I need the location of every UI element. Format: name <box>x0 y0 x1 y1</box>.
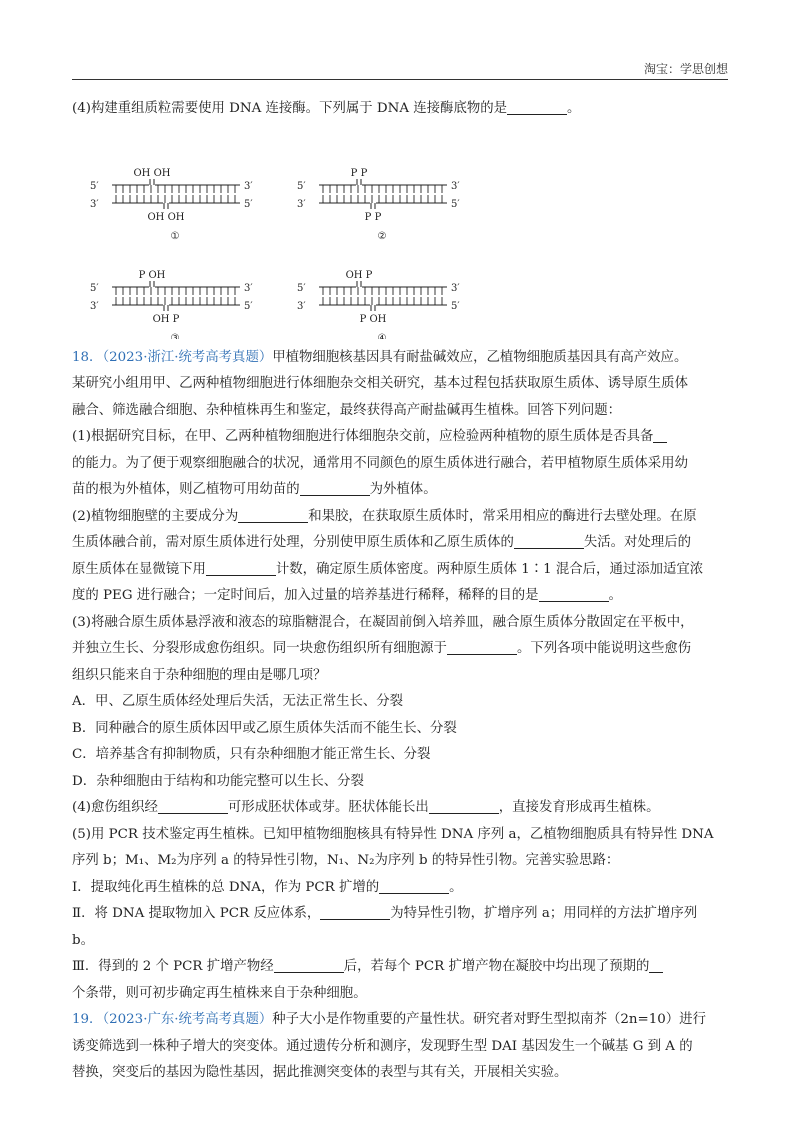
text-line: Ⅲ．得到的 2 个 PCR 扩增产物经 后，若每个 PCR 扩增产物在凝胶中均出现了预期的 <box>72 954 728 981</box>
text-line: 原生质体在显微镜下用 计数，确定原生质体密度。两种原生质体 1∶1 混合后，通过添加适宜浓 <box>72 557 728 584</box>
question-source: （2023·广东·统考高考真题） <box>102 1012 273 1027</box>
text-line: 个条带，则可初步确定再生植株来自于杂种细胞。 <box>72 985 367 1001</box>
text-line: Ⅰ．提取纯化再生植株的总 DNA，作为 PCR 扩增的 。 <box>72 875 728 902</box>
answer-blank[interactable] <box>447 637 517 655</box>
text-line: 某研究小组用甲、乙两种植物细胞进行体细胞杂交相关研究，基本过程包括获取原生质体、诱导原生质体 <box>72 376 688 391</box>
text-line: 替换，突变后的基因为隐性基因，据此推测突变体的表型与其有关，开展相关实验。 <box>72 1065 568 1080</box>
answer-blank[interactable] <box>514 531 584 549</box>
dna-end-label: 3′ <box>90 300 99 312</box>
dna-diagrams <box>72 133 492 339</box>
answer-blank[interactable] <box>300 478 370 496</box>
figure-number: ③ <box>170 332 180 339</box>
dna-end-label: 5′ <box>244 198 253 210</box>
answer-blank[interactable] <box>206 558 276 576</box>
dna-end-label: 5′ <box>90 180 99 192</box>
text-line: (1)根据研究目标，在甲、乙两种植物细胞进行体细胞杂交前，应检验两种植物的原生质体是否具备 <box>72 424 728 451</box>
answer-blank[interactable] <box>429 796 499 814</box>
text-line: 苗的根为外植体，则乙植物可用幼苗的 为外植体。 <box>72 477 728 504</box>
answer-blank[interactable] <box>238 505 308 523</box>
text-line: 诱变筛选到一株种子增大的突变体。通过遗传分析和测序，发现野生型 DAI 基因发生一个碱基 G 到 A 的 <box>72 1038 693 1054</box>
nick-group-label: OH OH <box>133 167 171 179</box>
answer-blank[interactable] <box>507 97 567 115</box>
text-line: 度的 PEG 进行融合；一定时间后，加入过量的培养基进行稀释，稀释的目的是 。 <box>72 583 728 610</box>
text-line: Ⅱ．将 DNA 提取物加入 PCR 反应体系， 为特异性引物，扩增序列 a；用同样的方法扩增序列 <box>72 901 728 928</box>
nick-group-label: OH P <box>152 313 180 325</box>
dna-end-label: 3′ <box>297 300 306 312</box>
answer-blank[interactable] <box>379 876 449 894</box>
text-line: 组织只能来自于杂种细胞的理由是哪几项？ <box>72 667 327 683</box>
text-line: 的能力。为了便于观察细胞融合的状况，通常用不同颜色的原生质体进行融合，若甲植物原生质体采用幼 <box>72 455 688 471</box>
dna-end-label: 5′ <box>451 198 460 210</box>
text-line: (4)愈伤组织经 可形成胚状体或芽。胚状体能长出 ，直接发育形成再生植株。 <box>72 795 728 822</box>
nick-group-label: P P <box>350 167 368 179</box>
text-line: 融合、筛选融合细胞、杂种植株再生和鉴定，最终获得高产耐盐碱再生植株。回答下列问题： <box>72 402 622 418</box>
text-line: (3)将融合原生质体悬浮液和液态的琼脂糖混合，在凝固前倒入培养皿，融合原生质体分散固定在平板中， <box>72 614 694 630</box>
dna-figure <box>72 133 728 339</box>
header-text: 淘宝：学思创想 <box>643 62 728 76</box>
question-source: （2023·浙江·统考高考真题） <box>102 349 273 365</box>
nick-group-label: OH P <box>345 269 373 281</box>
dna-end-label: 5′ <box>297 180 306 192</box>
answer-blank[interactable] <box>649 955 663 973</box>
dna-end-label: 5′ <box>451 300 460 312</box>
dna-end-label: 5′ <box>244 300 253 312</box>
text-line: 并独立生长、分裂形成愈伤组织。同一块愈伤组织所有细胞源于 。下列各项中能说明这些愈伤 <box>72 636 728 663</box>
text-line: 序列 b；M₁、M₂为序列 a 的特异性引物，N₁、N₂为序列 b 的特异性引物。完善实验思路： <box>72 853 620 868</box>
answer-blank[interactable] <box>158 796 228 814</box>
figure-number: ④ <box>377 332 387 339</box>
q18-intro: 18．（2023·浙江·统考高考真题）甲植物细胞核基因具有耐盐碱效应，乙植物细胞质基因具有高产效应。 <box>72 349 688 365</box>
page-header <box>72 60 728 74</box>
option-b: B．同种融合的原生质体因甲或乙原生质体失活而不能生长、分裂 <box>72 720 457 736</box>
figure-number: ② <box>377 230 387 242</box>
dna-end-label: 3′ <box>244 282 253 294</box>
dna-end-label: 3′ <box>90 198 99 210</box>
dna-end-label: 3′ <box>451 180 460 192</box>
option-a: A．甲、乙原生质体经处理后失活，无法正常生长、分裂 <box>72 694 404 709</box>
answer-blank[interactable] <box>653 425 667 443</box>
nick-group-label: OH OH <box>147 211 185 223</box>
nick-group-label: P P <box>364 211 382 223</box>
nick-group-label: P OH <box>138 269 166 281</box>
nick-group-label: P OH <box>359 313 387 325</box>
option-c: C．培养基含有抑制物质，只有杂种细胞才能正常生长、分裂 <box>72 747 431 762</box>
q17-part4: (4)构建重组质粒需要使用 DNA 连接酶。下列属于 DNA 连接酶底物的是 。 <box>72 96 728 123</box>
dna-end-label: 5′ <box>297 282 306 294</box>
answer-blank[interactable] <box>539 584 609 602</box>
dna-end-label: 3′ <box>244 180 253 192</box>
text-line: (5)用 PCR 技术鉴定再生植株。已知甲植物细胞核具有特异性 DNA 序列 a，乙植物细胞质具有特异性 DNA <box>72 826 714 842</box>
dna-end-label: 5′ <box>90 282 99 294</box>
text-line: (2)植物细胞壁的主要成分为 和果胶，在获取原生质体时，常采用相应的酶进行去壁处理。在原 <box>72 504 728 531</box>
question-number: 18． <box>72 349 103 365</box>
page-content <box>72 96 728 1087</box>
answer-blank[interactable] <box>274 955 344 973</box>
dna-end-label: 3′ <box>451 282 460 294</box>
figure-number: ① <box>170 230 180 242</box>
answer-blank[interactable] <box>320 902 390 920</box>
q17-part4-text: (4)构建重组质粒需要使用 DNA 连接酶。下列属于 DNA 连接酶底物的是 <box>72 101 508 116</box>
option-d: D．杂种细胞由于结构和功能完整可以生长、分裂 <box>72 773 364 789</box>
text-line: b。 <box>72 932 94 948</box>
text-line: 生质体融合前，需对原生质体进行处理，分别使甲原生质体和乙原生质体的 失活。对处理后的 <box>72 530 728 557</box>
q19-intro: 19．（2023·广东·统考高考真题）种子大小是作物重要的产量性状。研究者对野生型拟南芥（2n=10）进行 <box>72 1012 706 1027</box>
header-rule <box>72 79 728 80</box>
question-number: 19． <box>72 1012 103 1027</box>
dna-end-label: 3′ <box>297 198 306 210</box>
